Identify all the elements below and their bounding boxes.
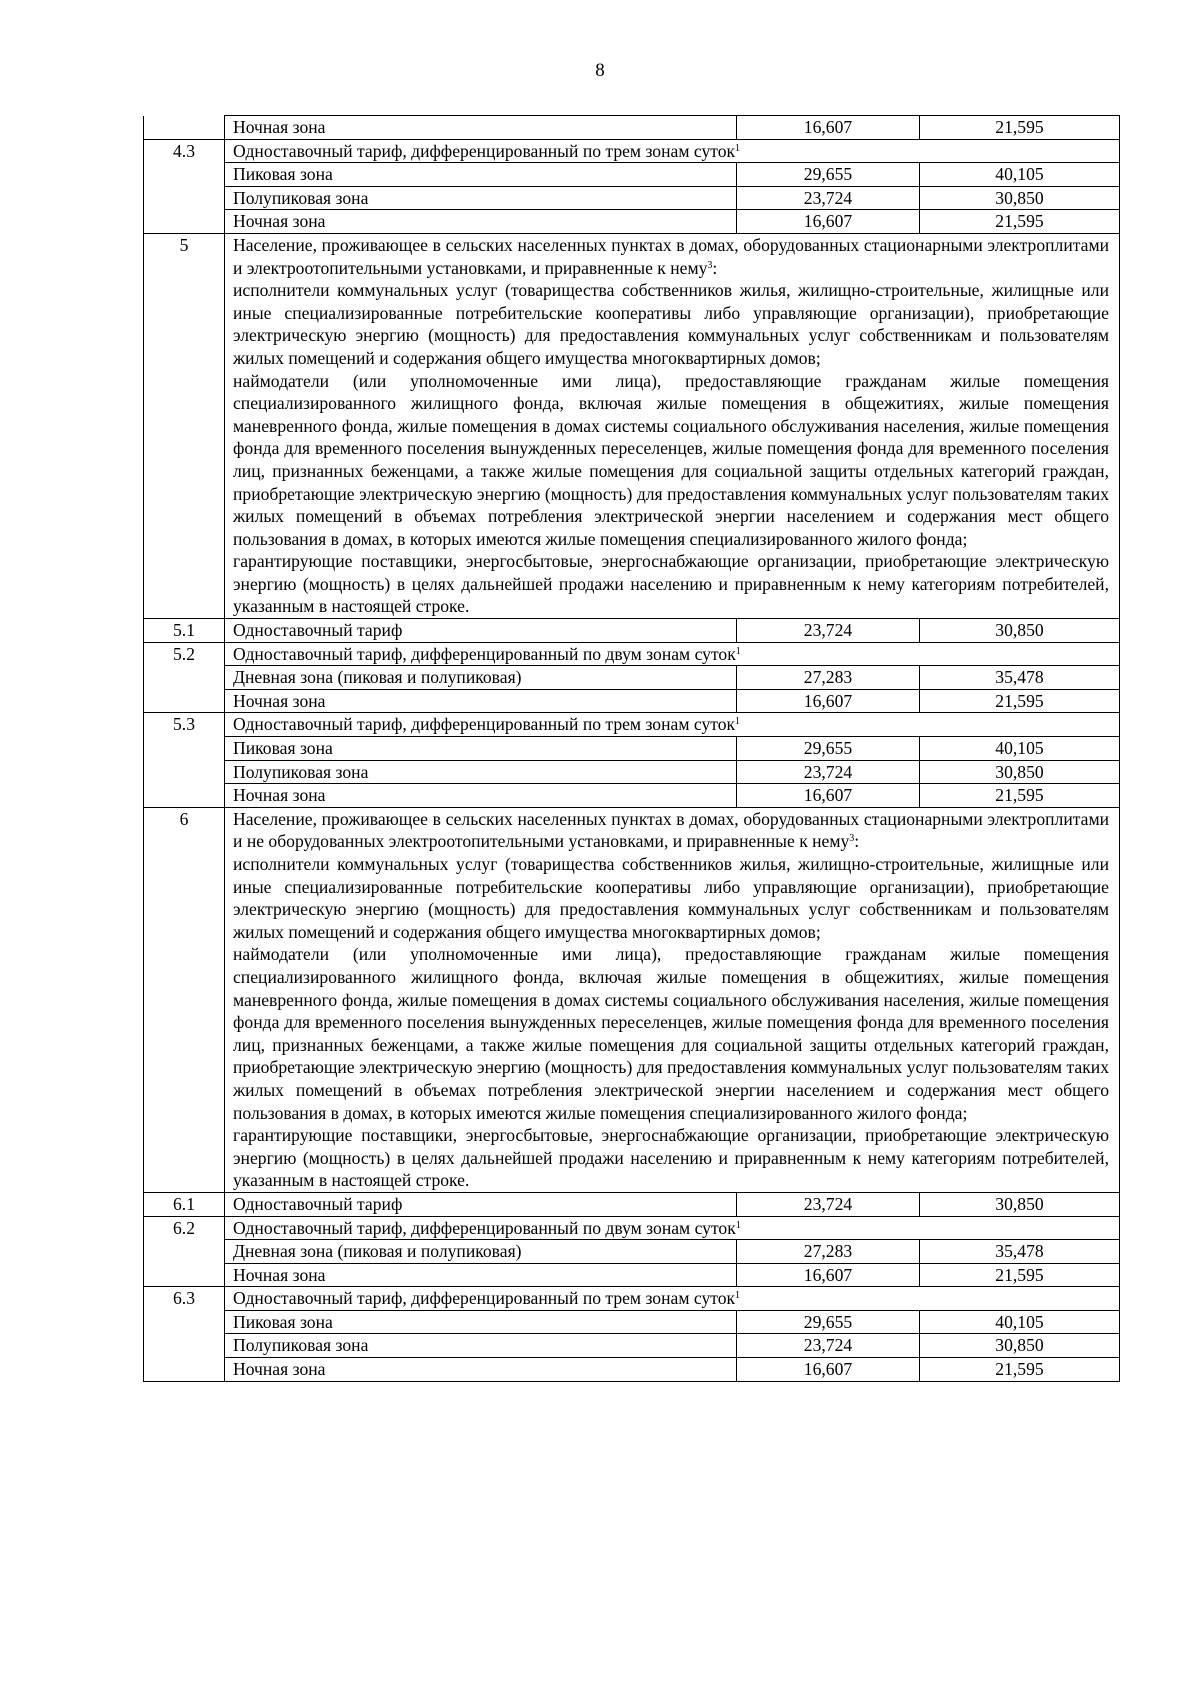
row-label: Пиковая зона [225,737,737,761]
table-row [144,1192,1120,1216]
intro-tail: : [712,257,718,278]
intro-tail: : [854,831,860,852]
table-row [144,139,1120,163]
table-row [144,1216,1120,1240]
value-cell-2: 21,595 [920,1263,1120,1287]
table-row [144,1287,1120,1311]
table-row [144,666,1120,690]
row-label: Ночная зона [225,784,737,808]
value-cell-2: 21,595 [920,784,1120,808]
value-cell-1: 23,724 [737,186,920,210]
footnote-mark: 1 [735,716,741,728]
value-cell-1: 16,607 [737,116,920,140]
value-cell-1: 27,283 [737,1240,920,1264]
value-cell-1: 23,724 [737,760,920,784]
value-cell-1: 16,607 [737,1358,920,1382]
row-heading [225,1216,1120,1240]
value-cell-1: 16,607 [737,689,920,713]
row-number: 5.2 [144,642,225,666]
value-cell-2: 30,850 [920,186,1120,210]
footnote-mark: 1 [735,1290,741,1302]
tariff-table [143,115,1120,1382]
value-cell-1: 27,283 [737,666,920,690]
description-paragraph: наймодатели (или уполномоченные ими лица), предоставляющие гражданам жилые помещения специализированного жилищного фонда, включая жилые помещения в общежитиях, жилые помещения маневренного фонда, жилые помещения в домах системы социального обслуживания населения, жилые помещения фонда для временного поселения вынужденных переселенцев, жилые помещения фонда для временного поселения лиц, признанных беженцами, а также жилые помещения для социальной защиты отдельных категорий граждан, приобретающие электрическую энергию (мощность) для предоставления коммунальных услуг пользователям таких жилых помещений в объемах потребления электрической энергии населением и содержания мест общего пользования в домах, в которых имеются жилые помещения специализированного жилого фонда; [233,944,1109,1123]
row-label: Ночная зона [225,1263,737,1287]
page-number: 8 [595,60,605,81]
row-number: 5 [144,233,225,618]
table-row [144,760,1120,784]
row-label: Ночная зона [225,210,737,234]
value-cell-1: 29,655 [737,163,920,187]
row-label: Ночная зона [225,116,737,140]
intro-text: Население, проживающее в сельских населенных пунктах в домах, оборудованных стационарными электроплитами и электроотопительными установками, и приравненные к нему [233,234,1109,278]
footnote-mark: 1 [735,142,741,154]
table-row [144,1334,1120,1358]
row-number: 4.3 [144,139,225,163]
value-cell-1: 16,607 [737,210,920,234]
table-row [144,1310,1120,1334]
value-cell-2: 35,478 [920,666,1120,690]
value-cell-2: 30,850 [920,619,1120,643]
row-label: Полупиковая зона [225,760,737,784]
table-row [144,1358,1120,1382]
description-paragraph: гарантирующие поставщики, энергосбытовые, энергоснабжающие организации, приобретающие электрическую энергию (мощность) в целях дальнейшей продажи населению и приравненным к нему категориям потребителей, указанным в настоящей строке. [233,1125,1109,1191]
description-intro [233,808,1109,853]
row-heading-text: Одноставочный тариф, дифференцированный по двум зонам суток [233,1217,736,1238]
footnote-mark: 3 [707,259,713,271]
description-paragraph: исполнители коммунальных услуг (товарищества собственников жилья, жилищно-строительные, жилищные или иные специализированные потребительские кооперативы либо управляющие организации), приобретающие электрическую энергию (мощность) для предоставления коммунальных услуг собственникам и пользователям жилых помещений и содержания общего имущества многоквартирных домов; [233,854,1109,942]
row-label: Одноставочный тариф [225,1192,737,1216]
value-cell-2: 40,105 [920,163,1120,187]
row-number-cell [144,116,225,140]
table-row [144,737,1120,761]
value-cell-2: 21,595 [920,210,1120,234]
value-cell-1: 23,724 [737,1192,920,1216]
row-number: 6.1 [144,1192,225,1216]
row-heading-text: Одноставочный тариф, дифференцированный по двум зонам суток [233,643,736,664]
consumer-category-description [225,807,1120,1192]
table-row [144,642,1120,666]
table-row [144,689,1120,713]
description-paragraph: наймодатели (или уполномоченные ими лица), предоставляющие гражданам жилые помещения специализированного жилищного фонда, включая жилые помещения в общежитиях, жилые помещения маневренного фонда, жилые помещения в домах системы социального обслуживания населения, жилые помещения фонда для временного поселения вынужденных переселенцев, жилые помещения фонда для временного поселения лиц, признанных беженцами, а также жилые помещения для социальной защиты отдельных категорий граждан, приобретающие электрическую энергию (мощность) для предоставления коммунальных услуг пользователям таких жилых помещений в объемах потребления электрической энергии населением и содержания мест общего пользования в домах, в которых имеются жилые помещения специализированного жилого фонда; [233,370,1109,549]
row-label: Полупиковая зона [225,1334,737,1358]
value-cell-2: 40,105 [920,1310,1120,1334]
row-heading [225,642,1120,666]
row-label: Дневная зона (пиковая и полупиковая) [225,1240,737,1264]
table-row [144,210,1120,234]
value-cell-1: 29,655 [737,737,920,761]
row-heading [225,139,1120,163]
table-row [144,807,1120,1192]
value-cell-2: 21,595 [920,116,1120,140]
row-heading [225,713,1120,737]
table-row [144,116,1120,140]
value-cell-2: 21,595 [920,689,1120,713]
row-heading-text: Одноставочный тариф, дифференцированный по трем зонам суток [233,140,736,161]
table-row [144,163,1120,187]
value-cell-2: 35,478 [920,1240,1120,1264]
value-cell-2: 30,850 [920,1192,1120,1216]
footnote-mark: 1 [735,645,741,657]
value-cell-1: 16,607 [737,1263,920,1287]
value-cell-1: 23,724 [737,1334,920,1358]
value-cell-2: 30,850 [920,760,1120,784]
intro-text: Население, проживающее в сельских населенных пунктах в домах, оборудованных стационарными электроплитами и не оборудованных электроотопительными установками, и приравненные к нему [233,808,1109,852]
table-row [144,784,1120,808]
description-intro [233,234,1109,279]
row-label: Пиковая зона [225,1310,737,1334]
row-number: 6.3 [144,1287,225,1311]
row-label: Ночная зона [225,1358,737,1382]
footnote-mark: 3 [849,833,855,845]
row-heading-text: Одноставочный тариф, дифференцированный по трем зонам суток [233,714,736,735]
row-number: 6 [144,807,225,1192]
row-number: 5.3 [144,713,225,737]
row-number: 6.2 [144,1216,225,1240]
value-cell-2: 30,850 [920,1334,1120,1358]
row-label: Полупиковая зона [225,186,737,210]
row-number: 5.1 [144,619,225,643]
table-row [144,1263,1120,1287]
row-label: Дневная зона (пиковая и полупиковая) [225,666,737,690]
row-label: Одноставочный тариф [225,619,737,643]
value-cell-1: 29,655 [737,1310,920,1334]
table-row [144,713,1120,737]
footnote-mark: 1 [735,1219,741,1231]
table-row [144,1240,1120,1264]
table-row [144,233,1120,618]
description-paragraph: исполнители коммунальных услуг (товарищества собственников жилья, жилищно-строительные, жилищные или иные специализированные потребительские кооперативы либо управляющие организации), приобретающие электрическую энергию (мощность) для предоставления коммунальных услуг собственникам и пользователям жилых помещений и содержания общего имущества многоквартирных домов; [233,280,1109,368]
table-row [144,186,1120,210]
value-cell-1: 16,607 [737,784,920,808]
value-cell-2: 21,595 [920,1358,1120,1382]
row-label: Пиковая зона [225,163,737,187]
row-label: Ночная зона [225,689,737,713]
consumer-category-description [225,233,1120,618]
description-paragraph: гарантирующие поставщики, энергосбытовые, энергоснабжающие организации, приобретающие электрическую энергию (мощность) в целях дальнейшей продажи населению и приравненным к нему категориям потребителей, указанным в настоящей строке. [233,551,1109,617]
table-row [144,619,1120,643]
value-cell-2: 40,105 [920,737,1120,761]
row-heading-text: Одноставочный тариф, дифференцированный по трем зонам суток [233,1288,736,1309]
value-cell-1: 23,724 [737,619,920,643]
row-heading [225,1287,1120,1311]
